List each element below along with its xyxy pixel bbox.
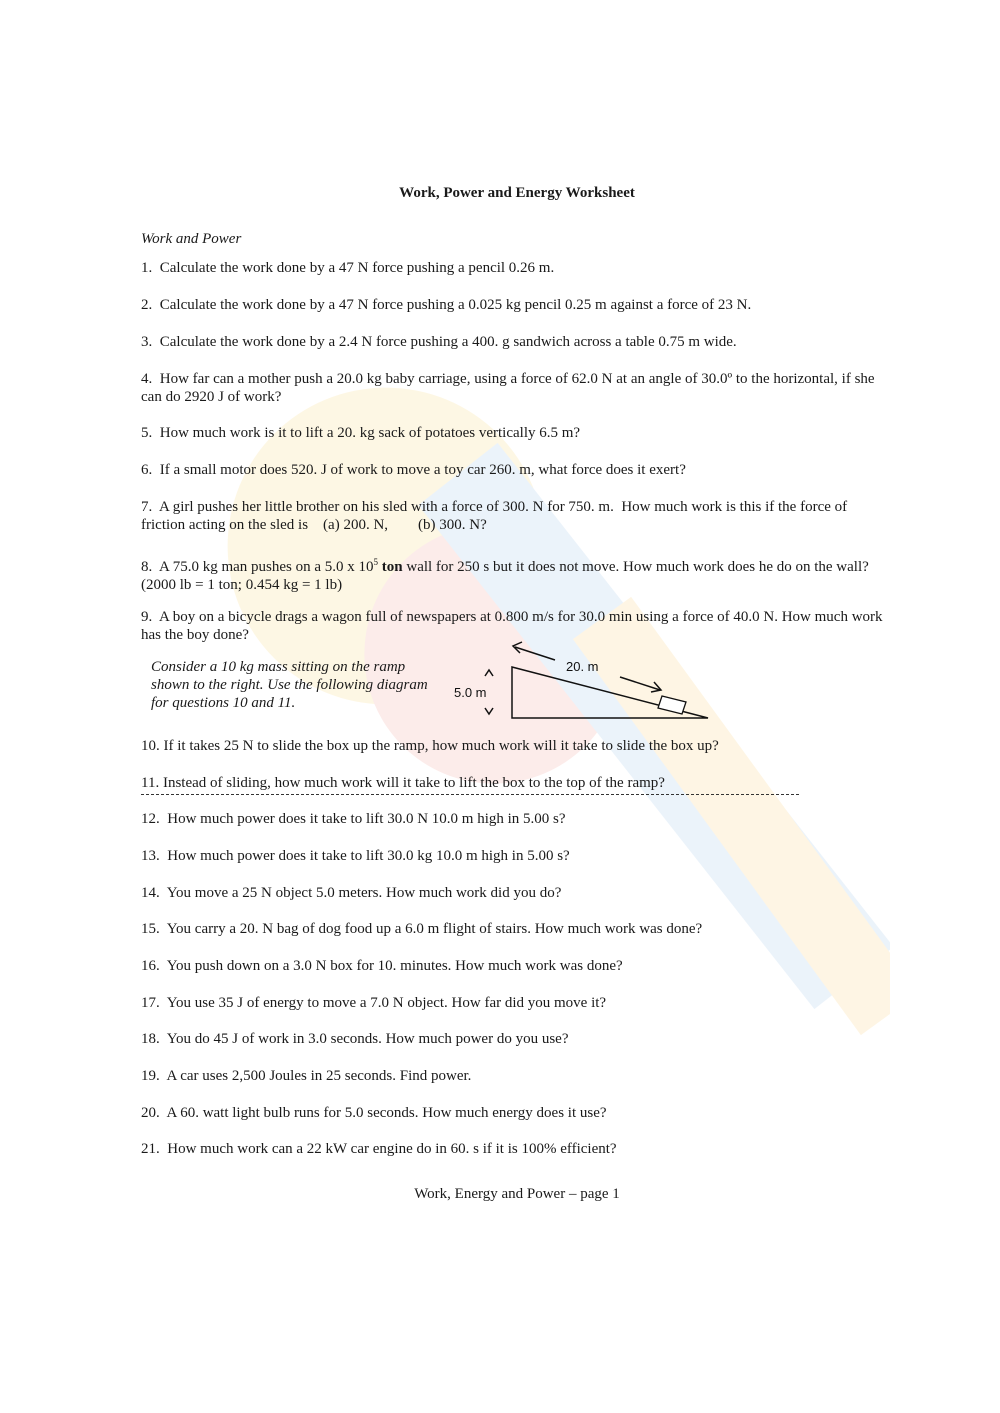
question-14: 14. You move a 25 N object 5.0 meters. How much work did you do? [141,885,562,901]
page-footer: Work, Energy and Power – page 1 [414,1186,620,1202]
question-6: 6. If a small motor does 520. J of work to move a toy car 260. m, what force does it exert? [141,462,686,478]
box-on-ramp [658,696,686,714]
question-18: 18. You do 45 J of work in 3.0 seconds. How much power do you use? [141,1031,569,1047]
question-11: 11. Instead of sliding, how much work will it take to lift the box to the top of the ramp? [141,775,665,791]
question-7: 7. A girl pushes her little brother on his sled with a force of 300. N for 750. m. How much work is this if the force of friction acting on the sled is (a) 200. N, (b) 300. N? [141,499,851,533]
question-19: 19. A car uses 2,500 Joules in 25 seconds. Find power. [141,1068,472,1084]
question-5: 5. How much work is it to lift a 20. kg sack of potatoes vertically 6.5 m? [141,425,581,441]
question-9: 9. A boy on a bicycle drags a wagon full of newspapers at 0.800 m/s for 30.0 min using a force of 40.0 N. How much work has the boy done? [141,609,883,643]
worksheet-title: Work, Power and Energy Worksheet [399,185,635,201]
height-label: 5.0 m [454,685,487,700]
question-10: 10. If it takes 25 N to slide the box up the ramp, how much work will it take to slide the box up? [141,738,719,754]
question-15: 15. You carry a 20. N bag of dog food up a 6.0 m flight of stairs. How much work was done? [141,921,703,937]
diagram-note: Consider a 10 kg mass sitting on the ramp shown to the right. Use the following diagram for questions 10 and 11. [151,659,428,711]
question-3: 3. Calculate the work done by a 2.4 N force pushing a 400. g sandwich across a table 0.75 m wide. [141,334,737,350]
question-4: 4. How far can a mother push a 20.0 kg baby carriage, using a force of 62.0 N at an angle of 30.0º to the horizontal, if she can do 2920 J of work? [141,371,875,405]
section-heading: Work and Power [141,231,242,247]
question-8: 8. A 75.0 kg man pushes on a 5.0 x $10^5$ ton wall for 250 s but it does not move. How much work does he do on the wall? (2000 lb = 1 ton; 0.454 kg = 1 lb) [141,557,869,593]
question-12: 12. How much power does it take to lift 30.0 N 10.0 m high in 5.00 s? [141,811,566,827]
dashed-divider [141,794,799,795]
question-20: 20. A 60. watt light bulb runs for 5.0 seconds. How much energy does it use? [141,1105,607,1121]
question-17: 17. You use 35 J of energy to move a 7.0 N object. How far did you move it? [141,995,607,1011]
ramp-diagram [440,640,720,725]
question-2: 2. Calculate the work done by a 47 N force pushing a 0.025 kg pencil 0.25 m against a force of 23 N. [141,297,752,313]
length-label: 20. m [566,659,599,674]
question-21: 21. How much work can a 22 kW car engine do in 60. s if it is 100% efficient? [141,1141,617,1157]
question-13: 13. How much power does it take to lift 30.0 kg 10.0 m high in 5.00 s? [141,848,570,864]
question-16: 16. You push down on a 3.0 N box for 10. minutes. How much work was done? [141,958,623,974]
question-1: 1. Calculate the work done by a 47 N force pushing a pencil 0.26 m. [141,260,555,276]
